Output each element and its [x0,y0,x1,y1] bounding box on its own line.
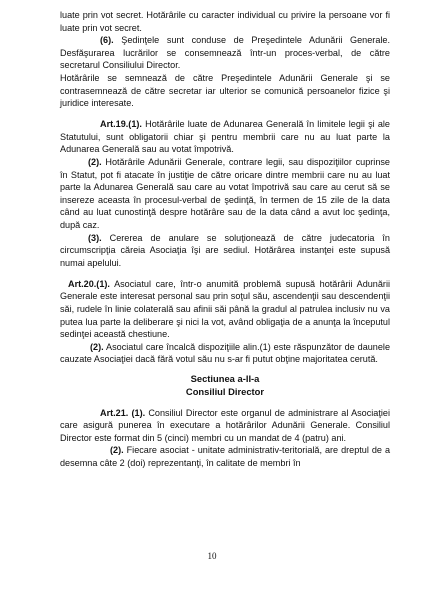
paragraph-text: Fiecare asociat - unitate administrativ-teritorială, are dreptul de a desemna câte 2 (doi) reprezentanţi, în calitate de membri în [60,445,390,468]
article-19-paragraph-3 [60,232,390,270]
paragraph-number: (2). [90,341,104,352]
paragraph-continuation [60,9,390,34]
article-20-paragraph-1 [60,278,390,341]
paragraph-text: Consiliul Director este organul de administrare al Asociaţiei care asigură punerea în executare a hotărârilor Adunării Generale. Consiliul Director este format din 5 (cinci) membri cu un mandat de 4 (patru) ani. [60,407,390,443]
paragraph-text: Cererea de anulare se soluţionează de către judecatoria în circumscripţia căreia Asociaţia îşi are sediul. Hotărârea instanţei este supusă numai apelului. [60,232,390,268]
section-subtitle: Consiliul Director [185,386,265,398]
paragraph-signing [60,72,390,110]
article-19-paragraph-2 [60,156,390,232]
paragraph-text: Asociatul care încalcă dispoziţiile alin.(1) este răspunzător de daunele cauzate Asociaţiei dacă fără votul său nu s-ar fi putut obţine majoritatea cerută. [60,341,390,365]
paragraph-text: Asociatul care, într-o anumită problemă supusă hotărârii Adunării Generale este interesat personal sau prin soţul său, ascendenţii sau descendenţii săi, rudele în linie colaterală sau afinii săi până la gradul al patrulea inclusiv nu va putea lua parte la deliberare şi nici la vot, având obligaţia de a anunţa la începutul sedinţei această chestiune. [60,278,390,340]
paragraph-number: (6). [100,35,114,46]
section-title: Sectiunea a-II-a [190,373,260,385]
paragraph-text: Şedinţele sunt conduse de Preşedintele Adunării Generale. Desfăşurarea lucrărilor se consemnează într-un proces-verbal, de către secretarul Consiliului Director. [60,35,390,71]
paragraph-text: luate prin vot secret. Hotărârile cu caracter individual cu privire la persoane vor fi luate prin vot secret. [60,10,390,33]
article-21-paragraph-1 [60,407,390,445]
article-21-paragraph-2 [60,444,390,469]
paragraph-number: (3). [88,232,102,243]
paragraph-text: Hotărârile luate de Adunarea Generală în limitele legii şi ale Statutului, sunt obligatorii chiar şi pentru membrii care nu au luat parte la Adunarea Generală sau au votat împotrivă. [60,119,390,155]
paragraph-number: (2). [88,157,102,168]
article-number: Art.21. (1). [100,407,146,418]
article-number: Art.20.(1). [68,278,110,289]
paragraph-number: (2). [110,445,124,456]
article-20-paragraph-2 [60,341,390,366]
page-number: 10 [207,551,217,561]
article-number: Art.19.(1). [100,119,142,130]
document-body [60,9,390,470]
paragraph-text: Hotărârile se semnează de către Preşedintele Adunării Generale şi se contrasemnează de către secretar iar ulterior se comunică persoanelor fizice şi juridice interesate. [60,72,390,109]
article-19-paragraph-1 [60,118,390,156]
paragraph-6 [60,34,390,72]
paragraph-text: Hotărârile Adunării Generale, contrare legii, sau dispoziţiilor cuprinse în Statut, pot fi atacate în justiţie de către oricare dintre membrii care nu au luat parte la Adunarea Generală sau care au votat împotrivă sau care au cerut să se insereze aceasta în procesul-verbal de şedinţă, în termen de 15 zile de la data când au luat cunostinţă despre hotărâre sau de la data când a avut loc şedinţa, după caz. [60,157,390,230]
